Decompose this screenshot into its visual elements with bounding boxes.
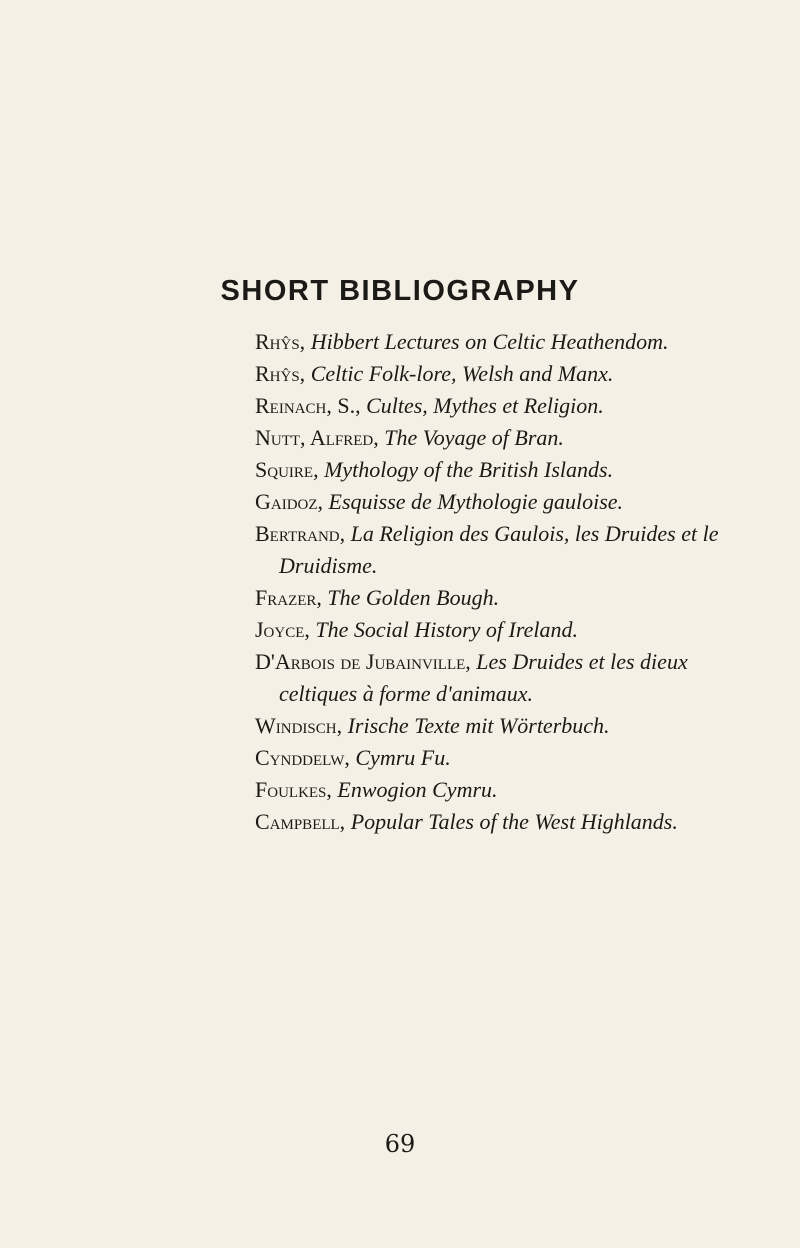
entry-author: D'Arbois de Jubainville, <box>255 649 471 674</box>
entry-work: Enwogion Cymru. <box>337 777 498 802</box>
entry-author: Reinach, S., <box>255 393 361 418</box>
entry-work: Cultes, Mythes et Religion. <box>366 393 604 418</box>
entry-author: Foulkes, <box>255 777 332 802</box>
entry-author: Campbell, <box>255 809 346 834</box>
entry-author: Rhŷs, <box>255 361 306 386</box>
bibliography-list <box>255 326 755 838</box>
entry-work: The Social History of Ireland. <box>315 617 578 642</box>
bibliography-entry <box>255 358 755 390</box>
bibliography-entry <box>255 742 755 774</box>
entry-work: Mythology of the British Islands. <box>324 457 614 482</box>
entry-author: Rhŷs, <box>255 329 306 354</box>
entry-work: Cymru Fu. <box>355 745 451 770</box>
entry-work: Les Druides et les dieux celtiques à forme d'animaux. <box>279 649 688 706</box>
entry-author: Nutt, Alfred, <box>255 425 379 450</box>
entry-work: Hibbert Lectures on Celtic Heathendom. <box>310 329 669 354</box>
bibliography-entry <box>255 614 755 646</box>
bibliography-entry <box>255 774 755 806</box>
bibliography-entry <box>255 582 755 614</box>
bibliography-entry <box>255 486 755 518</box>
bibliography-entry <box>255 710 755 742</box>
bibliography-entry <box>255 518 755 582</box>
page-title: SHORT BIBLIOGRAPHY <box>220 275 580 308</box>
bibliography-entry <box>255 422 755 454</box>
entry-work: The Voyage of Bran. <box>384 425 564 450</box>
bibliography-entry <box>255 390 755 422</box>
entry-work: The Golden Bough. <box>327 585 500 610</box>
entry-work: Popular Tales of the West Highlands. <box>350 809 678 834</box>
bibliography-entry <box>255 806 755 838</box>
bibliography-entry <box>255 326 755 358</box>
bibliography-entry <box>255 454 755 486</box>
entry-author: Joyce, <box>255 617 310 642</box>
entry-author: Cynddelw, <box>255 745 350 770</box>
entry-author: Squire, <box>255 457 319 482</box>
entry-work: La Religion des Gaulois, les Druides et le Druidisme. <box>279 521 719 578</box>
entry-author: Windisch, <box>255 713 343 738</box>
entry-work: Esquisse de Mythologie gauloise. <box>328 489 624 514</box>
entry-work: Irische Texte mit Wörterbuch. <box>347 713 610 738</box>
page-number: 69 <box>384 1130 416 1158</box>
entry-author: Frazer, <box>255 585 322 610</box>
entry-author: Bertrand, <box>255 521 346 546</box>
entry-author: Gaidoz, <box>255 489 324 514</box>
bibliography-entry <box>255 646 755 710</box>
entry-work: Celtic Folk-lore, Welsh and Manx. <box>310 361 614 386</box>
